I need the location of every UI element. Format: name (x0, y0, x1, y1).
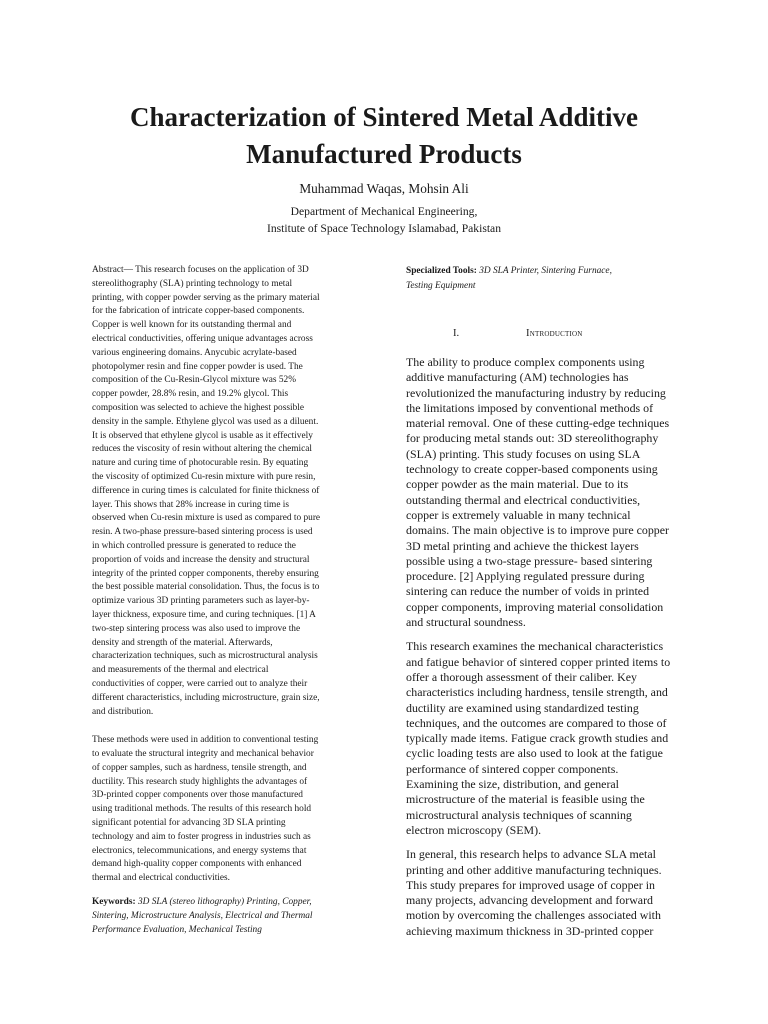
abstract-line: different characteristics, including microstructure, grain size, (92, 692, 320, 703)
section-title: Introduction (526, 328, 583, 339)
specialized-tools-line: Testing Equipment (406, 280, 476, 291)
specialized-tools-first-line-text: 3D SLA Printer, Sintering Furnace, (476, 266, 612, 276)
abstract-paragraph-2 (92, 734, 387, 886)
left-column (92, 264, 387, 937)
introduction-paragraph-1 (406, 355, 683, 630)
abstract-line: electronics, telecommunications, and energy systems that (92, 845, 307, 856)
introduction-line: the limitations imposed by conventional methods of (406, 400, 654, 415)
abstract-first-line (92, 264, 387, 278)
introduction-line: characteristics including hardness, tensile strength, and (406, 685, 668, 700)
introduction-line: additive manufacturing (AM) technologies has (406, 370, 629, 385)
introduction-line: electron microscopy (SEM). (406, 822, 542, 837)
introduction-line: typically made items. Fatigue crack growth studies and (406, 731, 669, 746)
introduction-line: copper powder as the main material. Due to its (406, 477, 629, 492)
abstract-line: nature and curing time of photocurable resin. By equating (92, 458, 309, 469)
introduction-line: outstanding thermal and electrical conductivities, (406, 492, 641, 507)
introduction-line: This study prepares for improved usage of copper in (406, 877, 655, 892)
abstract-line: and measurements of the thermal and electrical (92, 665, 269, 676)
specialized-tools (406, 264, 683, 293)
introduction-line: achieving maximum thickness in 3D-printed copper (406, 923, 654, 938)
abstract-line: integrity of the printed copper components, thereby ensuring (92, 568, 319, 579)
abstract-line: using traditional methods. The results of this research hold (92, 804, 312, 815)
abstract-line: in which controlled pressure is generated to reduce the (92, 540, 296, 551)
abstract-line: conductivities of copper, were carried out to analyze their (92, 678, 308, 689)
introduction-line: and fatigue behavior of sintered copper printed items to (406, 654, 671, 669)
title-line: Characterization of Sintered Metal Additive (130, 102, 638, 132)
introduction-line: and structural soundness. (406, 615, 526, 630)
introduction-line: possible using a two-stage pressure- based sintering (406, 553, 653, 568)
abstract-line: various engineering domains. Anycubic acrylate-based (92, 347, 297, 358)
keywords (92, 896, 387, 937)
abstract-line: characterization techniques, such as microstructural analysis (92, 651, 318, 662)
introduction-line: performance of sintered copper components. (406, 761, 619, 776)
abstract-line: for the fabrication of intricate copper-based components. (92, 306, 305, 317)
introduction-paragraph-2 (406, 639, 683, 838)
abstract-line: copper powder, 28.8% resin, and 19.2% glycol. This (92, 389, 289, 400)
affiliation (0, 203, 768, 237)
introduction-line: 3D metal printing and achieve the thickest layers (406, 538, 639, 553)
introduction-line: procedure. [2] Applying regulated pressure during (406, 569, 645, 584)
abstract-line: layer. This shows that 28% increase in curing time is (92, 499, 290, 510)
introduction-line: The ability to produce complex components using (406, 355, 645, 369)
abstract-line: layer thickness, exposure time, and curing techniques. [1] A (92, 609, 316, 620)
abstract-line: It is observed that ethylene glycol is usable as it effectively (92, 430, 313, 441)
abstract-line: observed when Cu-resin mixture is used as compared to pure (92, 513, 321, 524)
introduction-line: copper is extremely valuable in many technical (406, 507, 631, 522)
introduction-line: microstructural analysis techniques of scanning (406, 807, 632, 822)
title-line: Manufactured Products (246, 139, 522, 169)
introduction-line: (SLA) printing. This study focuses on using SLA (406, 446, 641, 461)
abstract-first-line-text: This research focuses on the application of 3D (133, 265, 309, 275)
introduction-line: cyclic loading tests are also used to look at the fatigue (406, 746, 663, 761)
section-heading (406, 326, 683, 342)
introduction-line: ductility are examined using standardized testing (406, 700, 639, 715)
introduction-line: In general, this research helps to advance SLA metal (406, 847, 656, 862)
abstract-paragraph-1 (92, 264, 387, 719)
abstract-line: of copper samples, such as hardness, tensile strength, and (92, 762, 307, 773)
keywords-line: Performance Evaluation, Mechanical Testing (92, 924, 262, 935)
introduction-line: many projects, advancing development and forward (406, 893, 653, 908)
abstract-line: two-step sintering process was also used to improve the (92, 623, 301, 634)
introduction-line: This research examines the mechanical characteristics (406, 639, 664, 654)
paper-title (40, 99, 728, 173)
abstract-line: stereolithography (SLA) printing technology to metal (92, 278, 293, 289)
abstract-line: the best possible material consolidation. Thus, the focus is to (92, 582, 320, 593)
keywords-label: Keywords: (92, 897, 136, 908)
abstract-line: reduces the viscosity of resin without altering the chemical (92, 444, 313, 455)
abstract-line: the viscosity of optimized Cu-resin mixture with pure resin, (92, 471, 316, 482)
introduction-paragraph-3 (406, 847, 683, 939)
introduction-line: material removal. One of these cutting-edge techniques (406, 416, 670, 431)
abstract-line: ductility. This research study highlights the advantages of (92, 776, 308, 787)
introduction-line: revolutionized the manufacturing industry by reducing (406, 385, 666, 400)
abstract-line: thermal and electrical conductivities. (92, 873, 231, 884)
affiliation-line: Department of Mechanical Engineering, (290, 205, 478, 218)
abstract-line: significant potential for advancing 3D SLA printing (92, 818, 286, 829)
specialized-tools-label: Specialized Tools: (406, 266, 477, 276)
introduction-line: domains. The main objective is to improve pure copper (406, 523, 669, 538)
introduction-line: microstructure of the material is feasible using the (406, 792, 645, 807)
keywords-line: Sintering, Microstructure Analysis, Electrical and Thermal (92, 910, 313, 921)
abstract-line: electrical conductivities, offering unique advantages across (92, 333, 313, 344)
abstract-line: to evaluate the structural integrity and mechanical behavior (92, 749, 314, 760)
introduction-line: motion by overcoming the challenges associated with (406, 908, 661, 923)
abstract-line: proportion of voids and increase the density and structural (92, 554, 310, 565)
authors: Muhammad Waqas, Mohsin Ali (299, 181, 469, 196)
introduction-line: sintering can reduce the number of voids in printed (406, 584, 650, 599)
abstract-line: Copper is well known for its outstanding thermal and (92, 320, 292, 331)
abstract-line: composition was selected to achieve the highest possible (92, 402, 305, 413)
introduction-line: techniques, and the outcomes are compared to those of (406, 715, 667, 730)
introduction-line: printing and other additive manufacturing techniques. (406, 862, 662, 877)
abstract-line: These methods were used in addition to conventional testing (92, 735, 319, 746)
abstract-line: resin. A two-phase pressure-based sintering process is used (92, 527, 313, 538)
abstract-line: composition of the Cu-Resin-Glycol mixture was 52% (92, 375, 296, 386)
abstract-line: and distribution. (92, 706, 154, 717)
abstract (92, 264, 387, 886)
abstract-line: density in the sample. Ethylene glycol was used as a diluent. (92, 416, 319, 427)
introduction-line: technology to create copper-based components using (406, 462, 658, 477)
affiliation-line: Institute of Space Technology Islamabad, Pakistan (266, 222, 501, 235)
introduction-line: offer a thorough assessment of their caliber. Key (406, 669, 637, 684)
introduction-body (406, 355, 683, 939)
abstract-line: optimize various 3D printing parameters such as layer-by- (92, 596, 310, 607)
introduction-line: for producing metal stands out: 3D stereolithography (406, 431, 659, 446)
introduction-line: copper components, improving material consolidation (406, 599, 664, 614)
abstract-line: photopolymer resin and fine copper powder is used. The (92, 361, 303, 372)
right-column (406, 264, 683, 939)
abstract-line: density and strength of the material. Afterwards, (92, 637, 273, 648)
abstract-label: Abstract— (92, 265, 133, 275)
abstract-line: 3D-printed copper components over those manufactured (92, 790, 303, 801)
introduction-line: Examining the size, distribution, and general (406, 777, 619, 792)
abstract-line: difference in curing times is calculated for finite thickness of (92, 485, 320, 496)
abstract-line: demand high-quality copper components with enhanced (92, 859, 302, 870)
keywords-first-line-text: 3D SLA (stereo lithography) Printing, Copper, (135, 897, 312, 908)
specialized-tools-first-line (406, 264, 683, 279)
section-number: I. (453, 328, 460, 339)
abstract-line: printing, with copper powder serving as the primary material (92, 292, 320, 303)
abstract-line: technology and aim to foster progress in industries such as (92, 831, 311, 842)
keywords-first-line (92, 896, 387, 910)
